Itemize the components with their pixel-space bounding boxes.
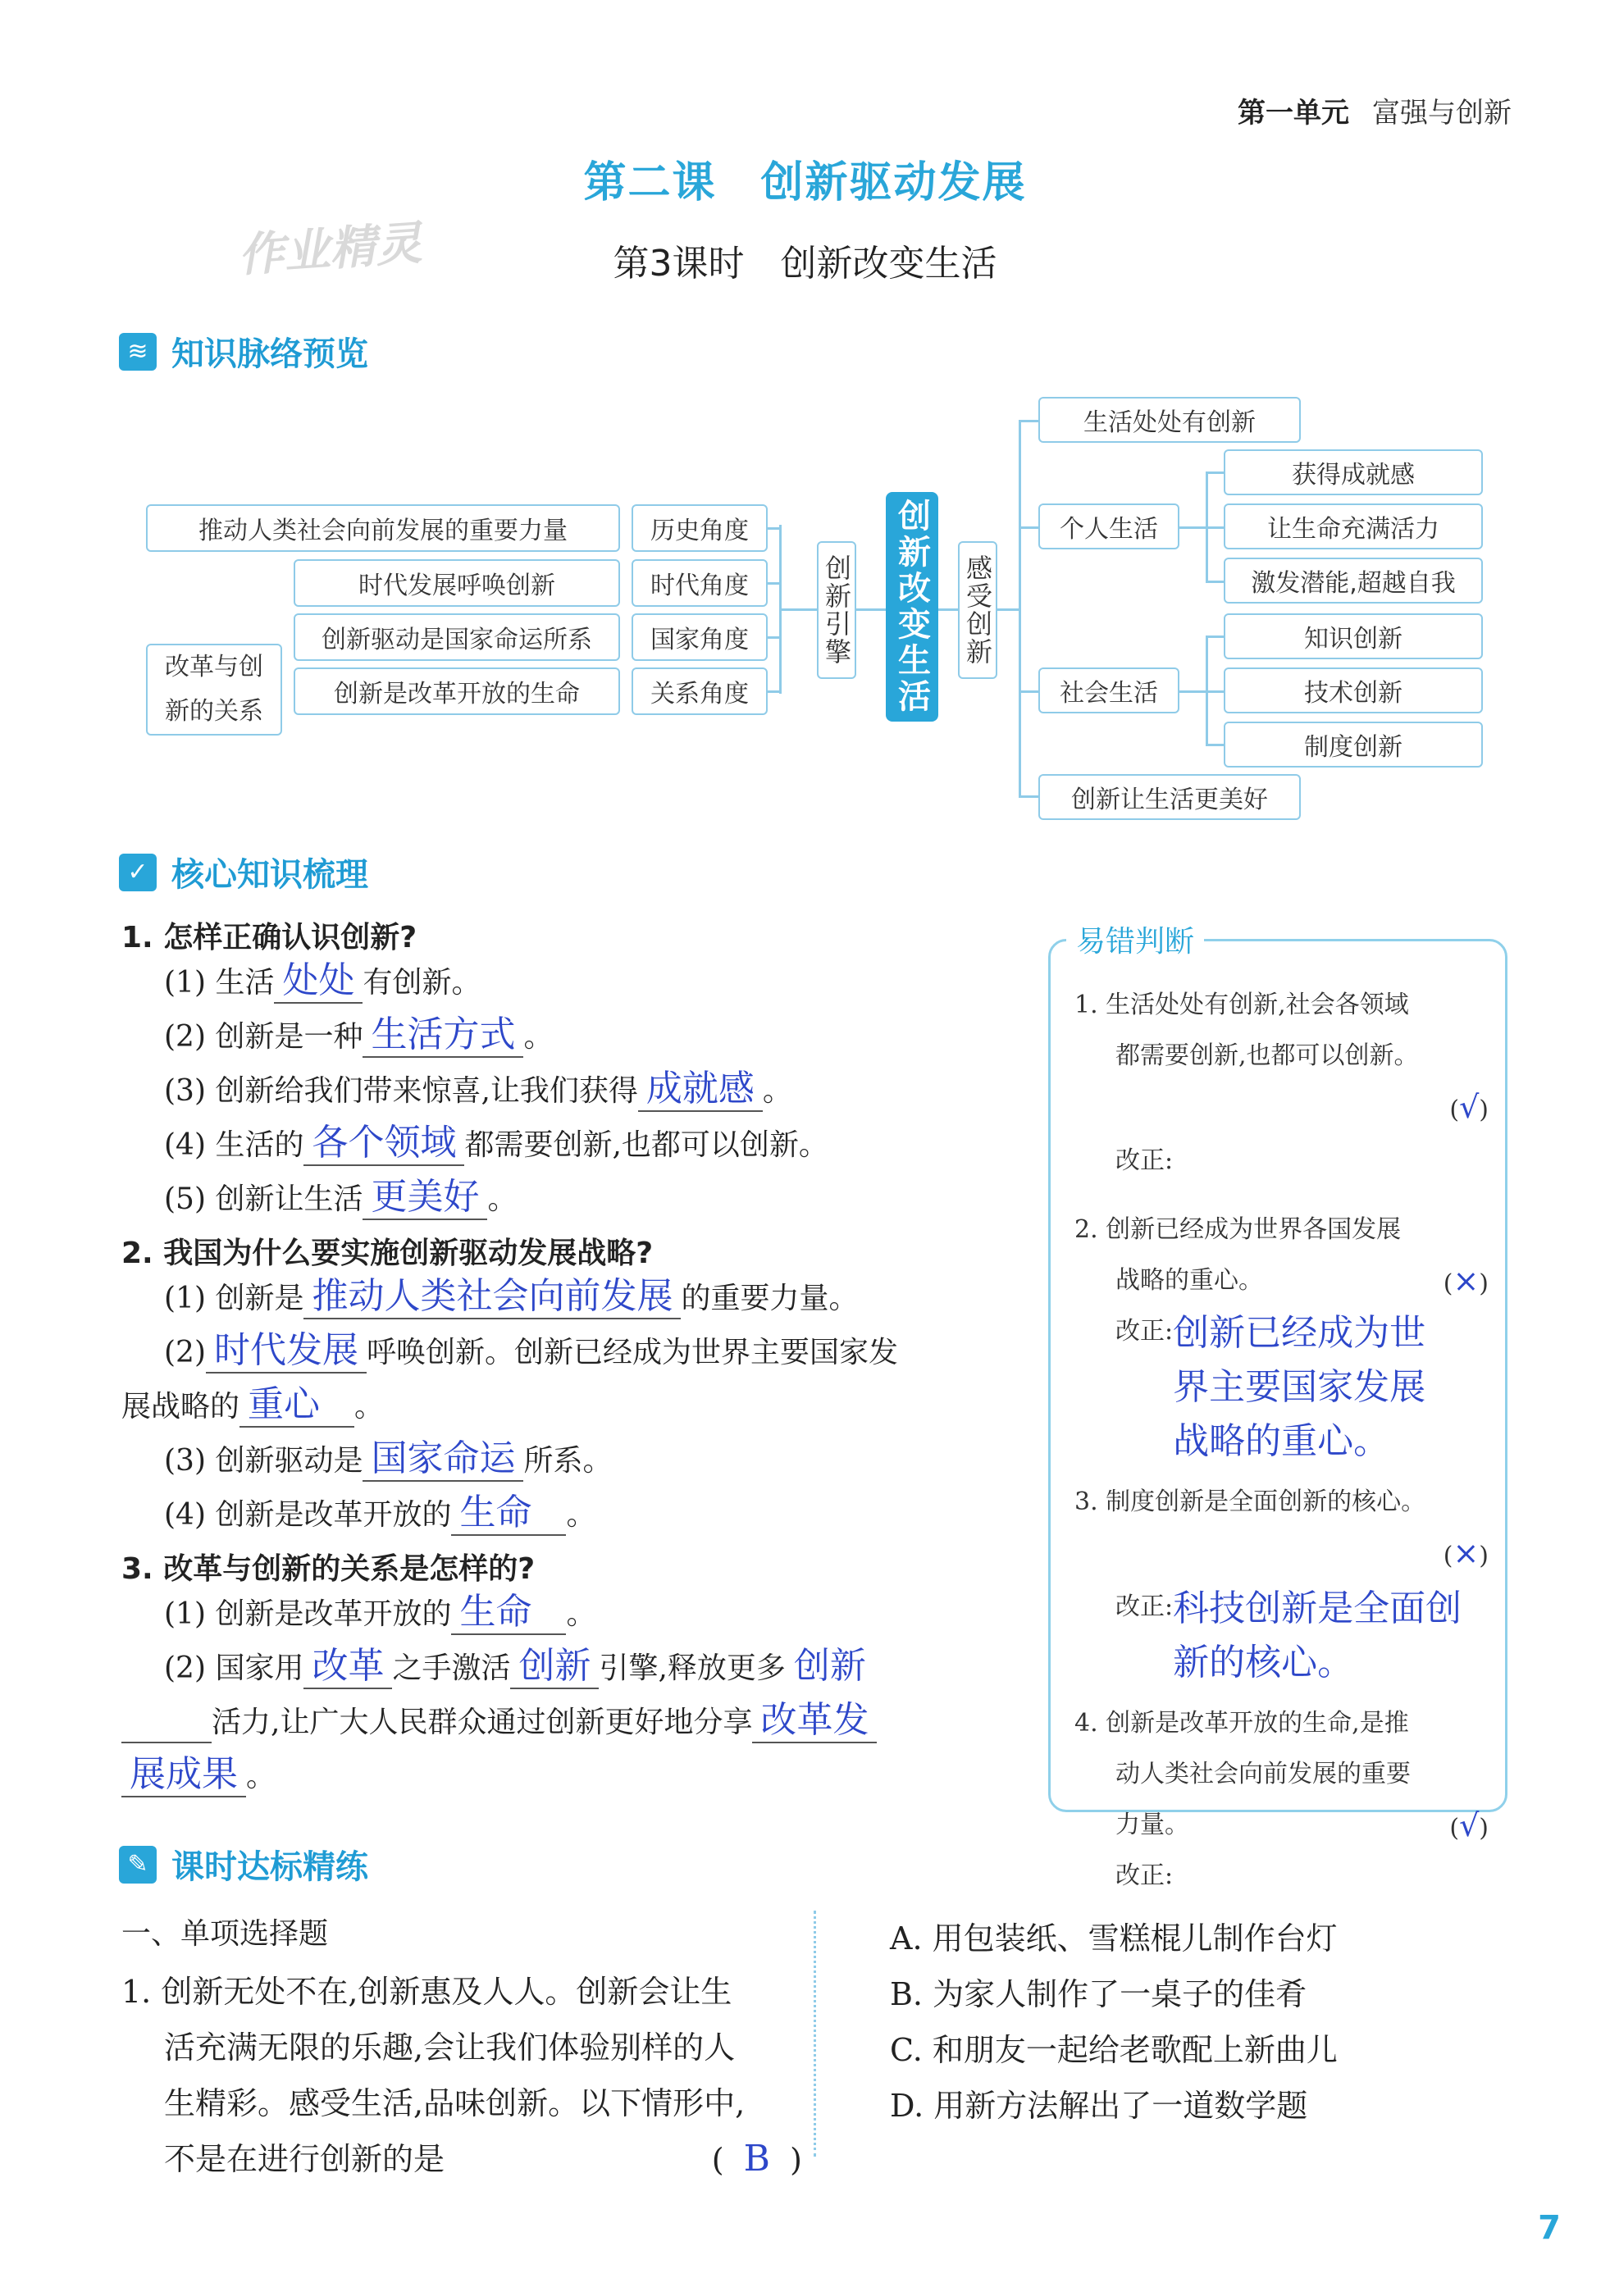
judge-item-2: 2. 创新已经成为世界各国发展 战略的重心。 (×) 改正: 创新已经成为世界主要国家发展战略的重心。 — [1074, 1215, 1489, 1462]
q2-item-2b: 展战略的 重心 。 — [121, 1380, 1032, 1434]
map-center: 创新改变生活 — [886, 492, 938, 722]
practice-q1-line-4: 不是在进行创新的是 — [164, 2141, 445, 2177]
map-right-bottom: 创新让生活更美好 — [1038, 774, 1301, 820]
practice-q1-line-3: 生精彩。感受生活,品味创新。以下情形中, — [164, 2085, 746, 2121]
practice-heading: 一、单项选择题 — [121, 1917, 329, 1951]
error-judgement-list — [1074, 980, 1489, 1902]
pencil-icon: ✎ — [119, 1846, 157, 1884]
map-detail-4: 创新是改革开放的生命 — [294, 667, 620, 715]
page-header — [1238, 90, 1512, 130]
judge-item-4: 4. 创新是改革开放的生命,是推 动人类社会向前发展的重要 力量。 (√) 改正: — [1074, 1709, 1489, 1890]
column-divider — [814, 1911, 819, 2157]
practice-left: 一、单项选择题 1. 创新无处不在,创新惠及人人。创新会让生 活充满无限的乐趣,会让我们体验别样的人 生精彩。感受生活,品味创新。以下情形中, 不是在进行创新的是 ( B ) — [121, 1911, 802, 2188]
map-social-1: 知识创新 — [1224, 613, 1483, 659]
map-right-top: 生活处处有创新 — [1038, 397, 1301, 443]
map-angle-1: 历史角度 — [632, 504, 768, 552]
layers-icon: ≋ — [119, 333, 157, 371]
core-knowledge — [121, 914, 1032, 1804]
map-personal: 个人生活 — [1038, 503, 1179, 549]
q3-item-1: (1) 创新是改革开放的 生命 。 — [164, 1588, 1032, 1642]
option-b[interactable]: B. 为家人制作了一桌子的佳肴 — [890, 1976, 1307, 2012]
map-personal-2: 让生命充满活力 — [1224, 503, 1483, 549]
section-practice — [119, 1841, 368, 1888]
map-reform-box: 改革与创新的关系 — [146, 644, 282, 736]
map-detail-2: 时代发展呼唤创新 — [294, 559, 620, 607]
map-social-3: 制度创新 — [1224, 722, 1483, 768]
practice-q1-line-1: 1. 创新无处不在,创新惠及人人。创新会让生 — [121, 1974, 732, 2010]
unit-title: 富强与创新 — [1372, 97, 1512, 130]
q2-item-3: (3) 创新驱动是 国家命运 所系。 — [164, 1434, 1032, 1488]
section-knowledge-map — [119, 328, 368, 375]
checkbox-icon: ✓ — [119, 854, 157, 891]
q3-item-2b: 活力,让广大人民群众通过创新更好地分享 改革发 — [121, 1696, 1032, 1750]
section-label: 知识脉络预览 — [171, 335, 368, 373]
q1-item-1: (1) 生活 处处 有创新。 — [164, 956, 1032, 1010]
unit-label: 第一单元 — [1238, 97, 1349, 130]
lesson-title: 第二课 创新驱动发展 — [583, 158, 1027, 207]
map-personal-1: 获得成就感 — [1224, 449, 1483, 495]
q1-item-3: (3) 创新给我们带来惊喜,让我们获得 成就感 。 — [164, 1064, 1032, 1118]
map-branch-right: 感受创新 — [958, 541, 997, 679]
error-judgement-title: 易错判断 — [1066, 918, 1204, 960]
question-3: 3. 改革与创新的关系是怎样的? — [121, 1552, 536, 1586]
q3-item-2c: 展成果 。 — [121, 1750, 1032, 1804]
q2-item-1: (1) 创新是 推动人类社会向前发展 的重要力量。 — [164, 1272, 1032, 1326]
practice-q1-answer: B — [743, 2138, 771, 2180]
section-label: 核心知识梳理 — [171, 856, 368, 894]
section-core-knowledge — [119, 849, 368, 895]
q2-item-4: (4) 创新是改革开放的 生命 。 — [164, 1488, 1032, 1542]
option-c[interactable]: C. 和朋友一起给老歌配上新曲儿 — [890, 2032, 1338, 2068]
watermark-logo: 作业精灵 — [236, 216, 424, 283]
sub-title: 第3课时 创新改变生活 — [613, 243, 997, 285]
practice-q1-line-2: 活充满无限的乐趣,会让我们体验别样的人 — [164, 2029, 736, 2066]
judge-item-3: 3. 制度创新是全面创新的核心。 (×) 改正: 科技创新是全面创新的核心。 — [1074, 1487, 1489, 1683]
q1-item-2: (2) 创新是一种 生活方式 。 — [164, 1010, 1032, 1064]
practice-options — [890, 1911, 1513, 2134]
map-personal-3: 激发潜能,超越自我 — [1224, 558, 1483, 604]
option-d[interactable]: D. 用新方法解出了一道数学题 — [890, 2088, 1308, 2124]
option-a[interactable]: A. 用包装纸、雪糕棍儿制作台灯 — [890, 1920, 1338, 1957]
q3-item-2: (2) 国家用 改革 之手激活 创新 引擎,释放更多 创新 — [164, 1642, 1032, 1696]
judge-item-1: 1. 生活处处有创新,社会各领域 都需要创新,也都可以创新。 (√) 改正: — [1074, 991, 1489, 1175]
question-2: 2. 我国为什么要实施创新驱动发展战略? — [121, 1237, 654, 1270]
map-angle-4: 关系角度 — [632, 667, 768, 715]
map-angle-2: 时代角度 — [632, 559, 768, 607]
q1-item-5: (5) 创新让生活 更美好 。 — [164, 1173, 1032, 1227]
map-angle-3: 国家角度 — [632, 613, 768, 661]
map-social-2: 技术创新 — [1224, 667, 1483, 713]
map-detail-1: 推动人类社会向前发展的重要力量 — [146, 504, 620, 552]
section-label: 课时达标精练 — [171, 1848, 368, 1886]
q2-item-2: (2) 时代发展 呼唤创新。创新已经成为世界主要国家发 — [164, 1326, 1032, 1380]
question-1: 1. 怎样正确认识创新? — [121, 921, 417, 954]
map-branch-left: 创新引擎 — [817, 541, 856, 679]
map-social: 社会生活 — [1038, 667, 1179, 713]
q1-item-4: (4) 生活的 各个领域 都需要创新,也都可以创新。 — [164, 1118, 1032, 1173]
map-detail-3: 创新驱动是国家命运所系 — [294, 613, 620, 661]
page-number: 7 — [1538, 2209, 1561, 2247]
